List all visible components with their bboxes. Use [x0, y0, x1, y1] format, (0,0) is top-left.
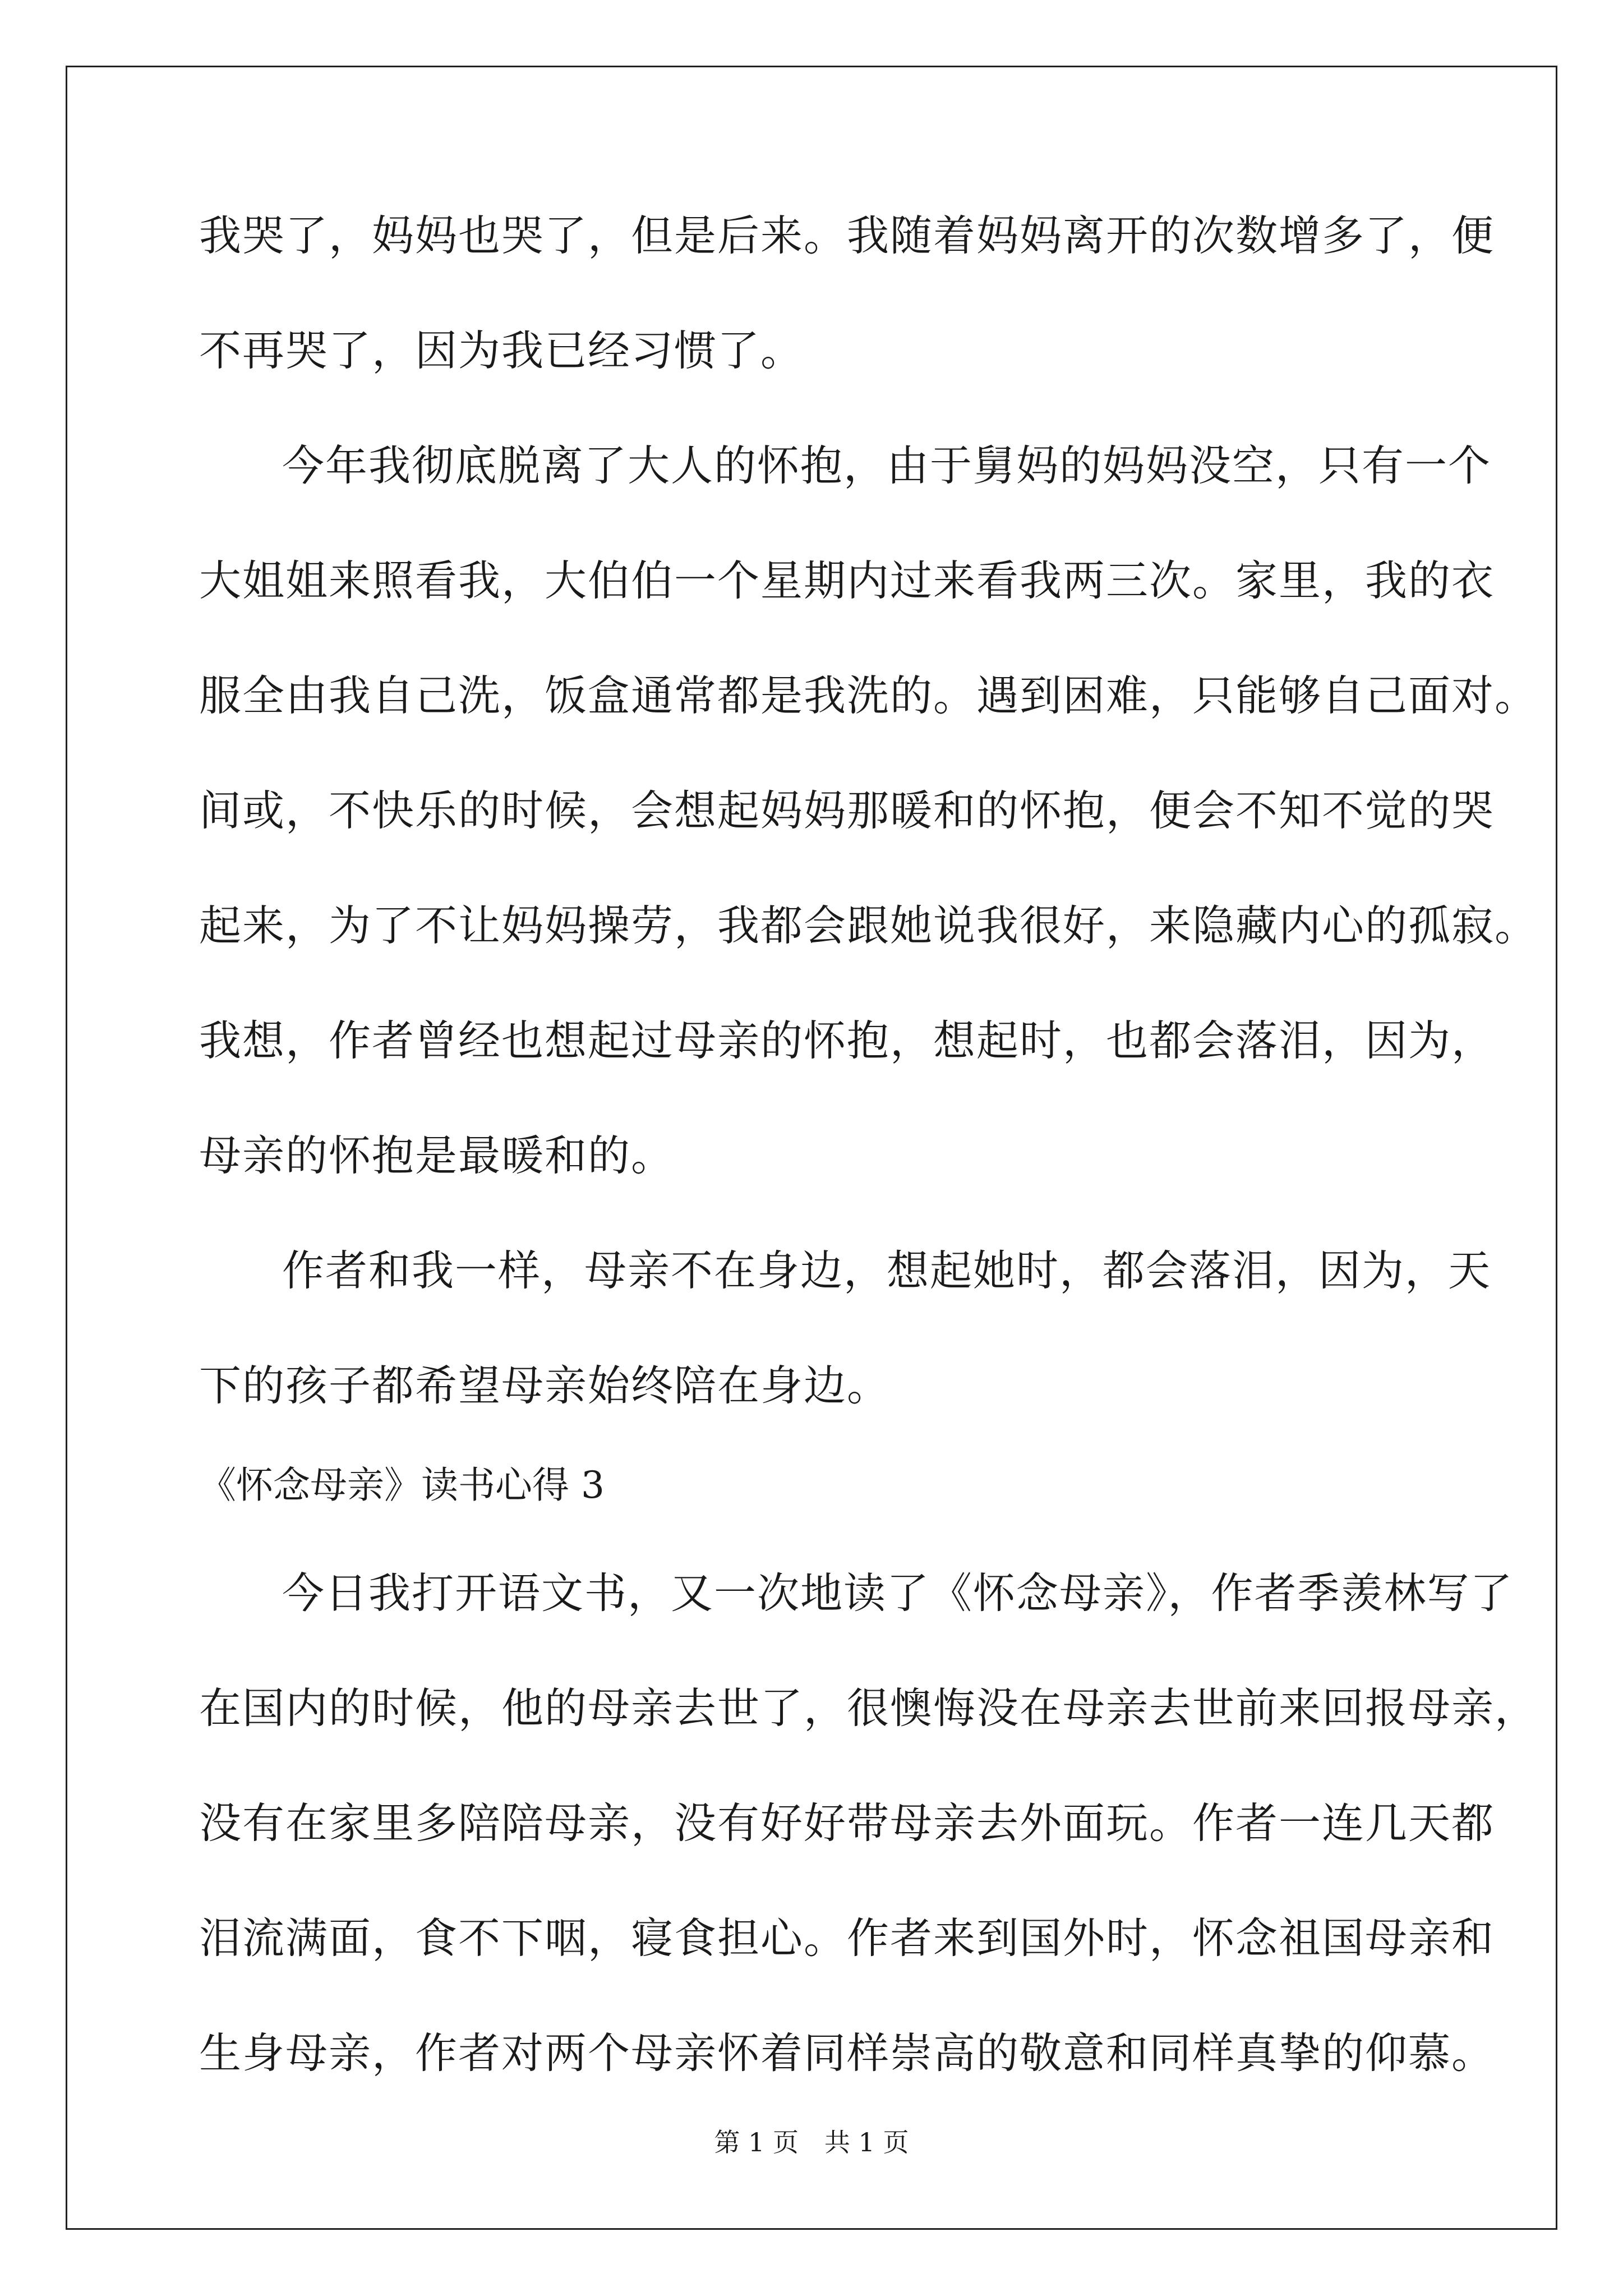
- paragraph-line: 下的孩子都希望母亲始终陪在身边。: [199, 1361, 891, 1410]
- page-footer: [0, 2125, 1623, 2159]
- paragraph-line: 服全由我自己洗，饭盒通常都是我洗的。遇到困难，只能够自己面对。: [199, 671, 1538, 720]
- paragraph-line: 泪流满面，食不下咽，寝食担心。作者来到国外时，怀念祖国母亲和: [199, 1913, 1495, 1963]
- paragraph-line: 不再哭了，因为我已经习惯了。: [199, 326, 804, 375]
- paragraph-line: 起来，为了不让妈妈操劳，我都会跟她说我很好，来隐藏内心的孤寂。: [199, 901, 1538, 950]
- page-total: 共 1 页: [824, 2127, 909, 2157]
- section-heading: 《怀念母亲》读书心得 3: [199, 1464, 605, 1507]
- paragraph-line: 在国内的时候，他的母亲去世了，很懊悔没在母亲去世前来回报母亲，: [199, 1683, 1538, 1733]
- paragraph-line: 今日我打开语文书，又一次地读了《怀念母亲》，作者季羡林写了: [282, 1568, 1514, 1618]
- paragraph-line: 生身母亲，作者对两个母亲怀着同样崇高的敬意和同样真挚的仰慕。: [199, 2028, 1495, 2078]
- paragraph-line: 我哭了，妈妈也哭了，但是后来。我随着妈妈离开的次数增多了，便: [199, 211, 1495, 260]
- paragraph-line: 大姐姐来照看我，大伯伯一个星期内过来看我两三次。家里，我的衣: [199, 556, 1495, 605]
- paragraph-line: 今年我彻底脱离了大人的怀抱，由于舅妈的妈妈没空，只有一个: [282, 441, 1492, 490]
- paragraph-line: 我想，作者曾经也想起过母亲的怀抱，想起时，也都会落泪，因为，: [199, 1016, 1495, 1065]
- paragraph-line: 间或，不快乐的时候，会想起妈妈那暖和的怀抱，便会不知不觉的哭: [199, 786, 1495, 835]
- paragraph-line: 作者和我一样，母亲不在身边，想起她时，都会落泪，因为，天: [282, 1246, 1492, 1295]
- page-number: 第 1 页: [714, 2127, 799, 2157]
- paragraph-line: 母亲的怀抱是最暖和的。: [199, 1131, 675, 1180]
- paragraph-line: 没有在家里多陪陪母亲，没有好好带母亲去外面玩。作者一连几天都: [199, 1798, 1495, 1848]
